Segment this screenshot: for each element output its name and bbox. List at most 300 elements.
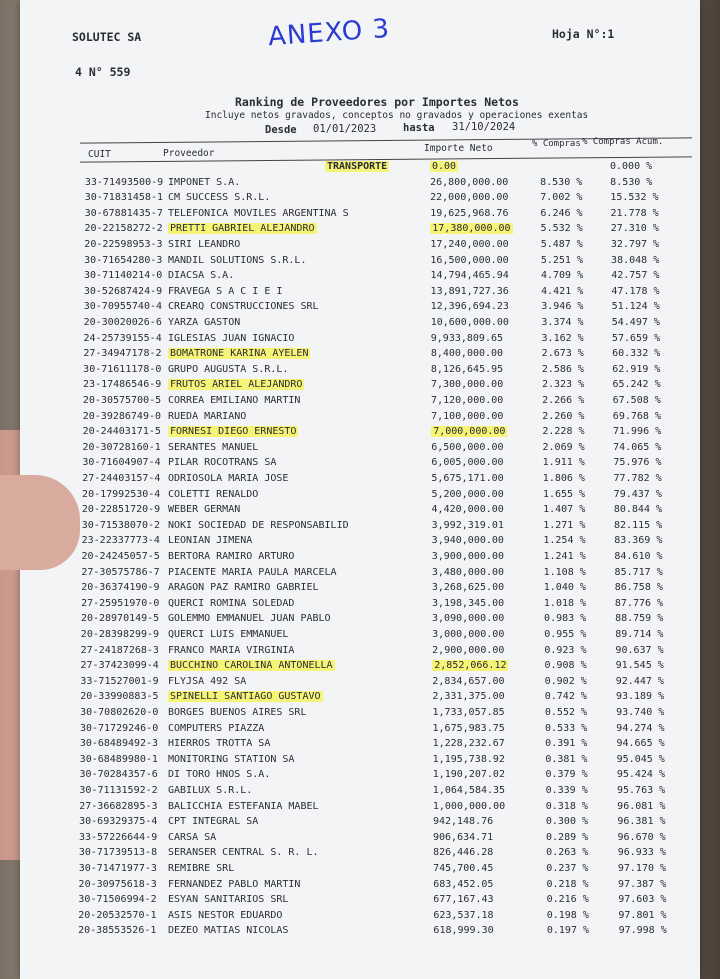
pct-cell: 0.198 % — [546, 909, 589, 921]
amount-cell: 942,148.76 — [432, 816, 494, 828]
provider-cell: QUERCI LUIS EMMANUEL — [168, 629, 289, 640]
cum-cell: 97.603 % — [618, 894, 667, 906]
table-row — [0, 676, 720, 691]
cum-cell: 96.670 % — [617, 831, 666, 843]
table-row — [0, 239, 720, 254]
amount-cell: 4,420,000.00 — [431, 504, 504, 516]
table-row — [0, 270, 720, 285]
cum-cell: 96.081 % — [617, 800, 666, 812]
cum-cell: 67.508 % — [612, 395, 661, 406]
cuit-cell: 33-57226644-9 — [78, 831, 158, 843]
cuit-cell: 33-71493500-9 — [84, 176, 164, 188]
cum-cell: 90.637 % — [615, 644, 664, 656]
provider-cell: DEZEO MATIAS NICOLAS — [168, 925, 289, 937]
company-name: SOLUTEC SA — [72, 30, 142, 44]
cum-cell: 8.530 % — [610, 176, 653, 188]
provider-cell: MANDIL SOLUTIONS S.R.L. — [168, 254, 307, 266]
amount-cell: 826,446.28 — [433, 847, 494, 859]
amount-cell: 13,891,727.36 — [430, 285, 509, 297]
amount-cell: 7,120,000.00 — [431, 395, 504, 406]
amount-cell: 5,200,000.00 — [431, 488, 504, 500]
cum-cell: 93.189 % — [615, 691, 665, 703]
amount-cell: 2,331,375.00 — [432, 691, 505, 703]
cum-cell: 27.310 % — [610, 223, 659, 235]
column-amount: Importe Neto — [424, 143, 493, 154]
provider-cell: REMIBRE SRL — [168, 863, 235, 874]
pct-cell: 1.018 % — [543, 597, 587, 609]
pct-cell: 0.216 % — [546, 894, 589, 906]
cum-cell: 80.844 % — [613, 504, 663, 516]
pct-cell: 2.260 % — [542, 410, 585, 422]
cuit-cell: 20-30020026-6 — [83, 317, 162, 328]
column-pct: % Compras — [532, 139, 581, 149]
cum-cell: 79.437 % — [613, 488, 662, 500]
cum-cell: 69.768 % — [612, 410, 661, 422]
to-date: 31/10/2024 — [452, 121, 516, 133]
provider-cell: GRUPO AUGUSTA S.R.L. — [168, 363, 289, 375]
table-row — [0, 161, 720, 176]
table-row — [0, 645, 720, 660]
cuit-cell: 30-52687424-9 — [83, 285, 163, 297]
amount-cell: 9,933,809.65 — [430, 332, 504, 344]
cuit-cell: 20-33990883-5 — [80, 691, 159, 703]
table-row — [0, 255, 720, 270]
cuit-cell: 20-28970149-5 — [80, 613, 160, 625]
cuit-cell: 30-68489980-1 — [79, 753, 158, 765]
pct-cell: 2.673 % — [541, 348, 584, 360]
table-row — [0, 723, 720, 738]
cuit-cell: 30-71611178-0 — [83, 363, 162, 375]
provider-cell: FLYJSA 492 SA — [168, 675, 247, 687]
amount-cell: 0.00 — [432, 161, 457, 172]
table-row — [0, 411, 720, 426]
pct-cell: 0.902 % — [544, 675, 587, 687]
table-row — [0, 348, 720, 363]
cuit-cell: 30-71654280-3 — [84, 254, 163, 266]
table-row — [0, 910, 720, 925]
amount-cell: 5,675,171.00 — [431, 473, 504, 484]
cuit-cell: 20-39286749-0 — [82, 410, 162, 422]
amount-cell: 3,900,000.00 — [431, 551, 504, 562]
amount-cell: 22,000,000.00 — [430, 192, 509, 204]
pct-cell: 0.908 % — [544, 660, 587, 672]
cum-cell: 60.332 % — [612, 348, 661, 360]
amount-cell: 1,190,207.02 — [432, 769, 505, 781]
cum-cell: 83.369 % — [614, 535, 663, 547]
amount-cell: 1,195,738.92 — [432, 753, 505, 765]
provider-cell: BERTORA RAMIRO ARTURO — [168, 551, 295, 562]
pct-cell: 0.197 % — [546, 925, 590, 937]
amount-cell: 683,452.05 — [433, 878, 494, 890]
table-row — [0, 894, 720, 909]
provider-cell: TRANSPORTE — [327, 161, 388, 172]
cum-cell: 51.124 % — [611, 301, 660, 313]
cum-cell: 0.000 % — [610, 161, 653, 172]
cum-cell: 88.759 % — [615, 613, 664, 625]
provider-cell: GOLEMMO EMMANUEL JUAN PABLO — [168, 613, 331, 625]
pct-cell: 3.946 % — [541, 301, 584, 313]
cum-cell: 97.801 % — [618, 909, 667, 921]
cum-cell: 71.996 % — [612, 426, 662, 438]
pct-cell: 1.806 % — [542, 473, 585, 484]
cuit-cell: 30-70955740-4 — [83, 301, 163, 313]
cuit-cell: 30-70284357-6 — [79, 769, 158, 781]
amount-cell: 3,198,345.00 — [431, 597, 505, 609]
amount-cell: 3,268,625.00 — [431, 582, 505, 594]
cuit-cell: 20-24245057-5 — [81, 551, 160, 562]
amount-cell: 1,064,584.35 — [432, 785, 506, 796]
amount-cell: 12,396,694.23 — [430, 301, 509, 313]
cuit-cell: 20-38553526-1 — [78, 925, 157, 937]
table-row — [0, 364, 720, 379]
table-row — [0, 457, 720, 472]
amount-cell: 8,400,000.00 — [430, 348, 504, 360]
table-row — [0, 629, 720, 644]
table-row — [0, 192, 720, 207]
table-row — [0, 769, 720, 784]
table-row — [0, 301, 720, 316]
pct-cell: 1.108 % — [543, 566, 586, 578]
cuit-cell: 20-22851720-9 — [81, 504, 161, 516]
provider-cell: MONITORING STATION SA — [168, 753, 295, 765]
table-row — [0, 801, 720, 816]
cum-cell: 65.242 % — [612, 379, 661, 391]
cum-cell: 95.045 % — [616, 753, 665, 765]
pct-cell: 2.069 % — [542, 441, 585, 453]
amount-cell: 7,100,000.00 — [431, 410, 504, 422]
provider-cell: TELEFONICA MOVILES ARGENTINA S — [168, 207, 349, 219]
amount-cell: 1,000,000.00 — [432, 800, 506, 812]
cuit-cell: 20-28398299-9 — [80, 629, 160, 640]
pct-cell: 0.983 % — [544, 613, 587, 625]
amount-cell: 17,380,000.00 — [432, 223, 511, 235]
cuit-cell: 30-71604907-4 — [82, 457, 161, 469]
pct-cell: 0.237 % — [546, 863, 589, 874]
provider-cell: PIACENTE MARIA PAULA MARCELA — [168, 566, 337, 578]
pct-cell: 0.218 % — [546, 878, 589, 890]
pct-cell: 1.911 % — [542, 457, 585, 469]
pct-cell: 1.407 % — [543, 504, 586, 516]
pct-cell: 0.379 % — [545, 769, 588, 781]
provider-cell: DIACSA S.A. — [168, 270, 235, 282]
amount-cell: 677,167.43 — [433, 894, 494, 906]
column-cuit: CUIT — [88, 149, 111, 160]
amount-cell: 3,480,000.00 — [431, 566, 505, 578]
amount-cell: 618,999.30 — [433, 925, 494, 937]
report-title: Ranking de Proveedores por Importes Netos — [235, 95, 519, 109]
cum-cell: 93.740 % — [616, 707, 665, 718]
cum-cell: 47.178 % — [611, 285, 660, 297]
pct-cell: 1.655 % — [542, 488, 586, 500]
provider-cell: ESYAN SANITARIOS SRL — [168, 894, 289, 906]
provider-cell: BUCCHINO CAROLINA ANTONELLA — [170, 660, 333, 672]
pct-cell: 1.271 % — [543, 519, 586, 531]
cuit-cell: 24-25739155-4 — [83, 332, 162, 344]
table-row — [0, 816, 720, 831]
table-row — [0, 738, 720, 753]
provider-cell: LEONIAN JIMENA — [168, 535, 253, 547]
table-row — [0, 785, 720, 800]
pct-cell: 1.040 % — [543, 582, 586, 594]
amount-cell: 26,800,000.00 — [430, 176, 509, 188]
provider-cell: SERANSER CENTRAL S. R. L. — [168, 847, 319, 859]
table-row — [0, 520, 720, 535]
amount-cell: 8,126,645.95 — [430, 363, 504, 375]
from-date: 01/01/2023 — [313, 123, 377, 135]
cum-cell: 82.115 % — [614, 519, 663, 531]
cuit-cell: 30-67881435-7 — [84, 207, 163, 219]
cum-cell: 95.763 % — [617, 785, 666, 796]
table-row — [0, 489, 720, 504]
cum-cell: 91.545 % — [615, 660, 664, 672]
cuit-cell: 27-30575786-7 — [81, 566, 160, 578]
cum-cell: 85.717 % — [614, 566, 663, 578]
from-label: Desde — [265, 124, 297, 136]
provider-cell: NOKI SOCIEDAD DE RESPONSABILID — [168, 519, 349, 531]
table-row — [0, 582, 720, 597]
table-row — [0, 863, 720, 878]
cum-cell: 54.497 % — [611, 317, 660, 328]
table-row — [0, 691, 720, 706]
cuit-cell: 20-22158272-2 — [84, 223, 163, 235]
table-row — [0, 847, 720, 862]
cuit-cell: 27-25951970-0 — [81, 597, 160, 609]
cum-cell: 97.170 % — [617, 863, 667, 874]
cuit-cell: 20-30728160-1 — [82, 441, 161, 453]
pct-cell: 0.318 % — [545, 800, 588, 812]
provider-cell: SPINELLI SANTIAGO GUSTAVO — [170, 691, 321, 703]
cuit-cell: 20-36374190-9 — [81, 582, 160, 594]
cum-cell: 95.424 % — [616, 769, 665, 781]
cuit-cell: 30-71506994-2 — [78, 894, 157, 906]
to-label: hasta — [403, 122, 435, 134]
provider-cell: BOMATRONE KARINA AYELEN — [170, 348, 309, 360]
provider-cell: FRANCO MARIA VIRGINIA — [168, 644, 295, 656]
pct-cell: 4.421 % — [541, 285, 584, 297]
amount-cell: 3,000,000.00 — [432, 629, 505, 640]
provider-cell: DI TORO HNOS S.A. — [168, 769, 271, 781]
table-row — [0, 535, 720, 550]
table-row — [0, 832, 720, 847]
amount-cell: 1,675,983.75 — [432, 722, 505, 734]
table-row — [0, 208, 720, 223]
provider-cell: CPT INTEGRAL SA — [168, 816, 259, 828]
cuit-cell: 20-30575700-5 — [82, 395, 162, 406]
provider-cell: SIRI LEANDRO — [168, 239, 241, 250]
cum-cell: 96.381 % — [617, 816, 666, 828]
provider-cell: CORREA EMILIANO MARTIN — [168, 395, 301, 406]
cuit-cell: 23-22337773-4 — [81, 535, 160, 547]
provider-cell: SERANTES MANUEL — [168, 441, 259, 453]
cuit-cell: 20-22598953-3 — [84, 239, 163, 250]
provider-cell: ASIS NESTOR EDUARDO — [168, 909, 283, 921]
table-row — [0, 177, 720, 192]
cum-cell: 84.610 % — [614, 551, 663, 562]
pct-cell: 1.254 % — [543, 535, 586, 547]
provider-cell: PILAR ROCOTRANS SA — [168, 457, 277, 469]
handwritten-annex-note: ANEXO 3 — [267, 13, 391, 53]
pct-cell: 0.533 % — [545, 722, 588, 734]
cuit-cell: 20-20532570-1 — [78, 909, 157, 921]
pct-cell: 0.339 % — [545, 785, 588, 796]
cum-cell: 75.976 % — [613, 457, 662, 469]
cum-cell: 57.659 % — [611, 332, 661, 344]
pct-cell: 0.742 % — [544, 691, 587, 703]
provider-cell: FERNANDEZ PABLO MARTIN — [168, 878, 301, 890]
cuit-cell: 30-71729246-0 — [79, 722, 159, 734]
cuit-cell: 30-70802620-0 — [80, 707, 159, 718]
table-row — [0, 426, 720, 441]
table-row — [0, 317, 720, 332]
provider-cell: CREARQ CONSTRUCCIONES SRL — [168, 301, 319, 313]
table-row — [0, 473, 720, 488]
cum-cell: 21.778 % — [610, 207, 659, 219]
pct-cell: 0.955 % — [544, 629, 587, 640]
cum-cell: 94.274 % — [616, 722, 665, 734]
table-row — [0, 754, 720, 769]
amount-cell: 6,500,000.00 — [431, 441, 504, 453]
amount-cell: 623,537.18 — [433, 909, 494, 921]
cuit-cell: 30-68489492-3 — [79, 738, 159, 750]
amount-cell: 906,634.71 — [433, 831, 494, 843]
cuit-cell: 30-71538070-2 — [81, 519, 161, 531]
document-number: 4 N° 559 — [75, 65, 131, 79]
pct-cell: 7.002 % — [540, 192, 583, 204]
cuit-cell: 30-71140214-0 — [84, 270, 163, 282]
cum-cell: 94.665 % — [616, 738, 665, 750]
provider-cell: FRAVEGA S A C I E I — [168, 285, 283, 297]
amount-cell: 17,240,000.00 — [430, 239, 509, 250]
amount-cell: 2,852,066.12 — [434, 660, 507, 672]
pct-cell: 0.300 % — [545, 816, 589, 828]
provider-cell: ARAGON PAZ RAMIRO GABRIEL — [168, 582, 319, 594]
cum-cell: 32.797 % — [610, 239, 660, 250]
pct-cell: 4.709 % — [540, 270, 584, 282]
table-row — [0, 333, 720, 348]
cuit-cell: 30-69329375-4 — [79, 816, 158, 828]
provider-cell: WEBER GERMAN — [168, 504, 241, 516]
pct-cell: 1.241 % — [543, 551, 586, 562]
amount-cell: 745,700.45 — [433, 863, 494, 874]
table-row — [0, 551, 720, 566]
pct-cell: 3.374 % — [541, 317, 584, 328]
cum-cell: 38.048 % — [611, 254, 660, 266]
amount-cell: 1,733,057.85 — [432, 707, 505, 718]
provider-cell: BALICCHIA ESTEFANIA MABEL — [168, 800, 319, 812]
cum-cell: 96.933 % — [617, 847, 666, 859]
cum-cell: 97.998 % — [618, 925, 667, 937]
table-row — [0, 707, 720, 722]
pct-cell: 5.532 % — [540, 223, 583, 235]
provider-cell: YARZA GASTON — [168, 317, 241, 328]
provider-cell: IMPONET S.A. — [168, 176, 241, 188]
provider-cell: RUEDA MARIANO — [168, 410, 247, 422]
pct-cell: 0.552 % — [544, 707, 588, 718]
provider-cell: COMPUTERS PIAZZA — [168, 722, 265, 734]
provider-cell: COLETTI RENALDO — [168, 488, 259, 500]
provider-cell: FORNESI DIEGO ERNESTO — [170, 426, 297, 438]
provider-cell: ODRIOSOLA MARIA JOSE — [168, 473, 289, 484]
cuit-cell: 27-34947178-2 — [83, 348, 162, 360]
column-cum: % Compras Acum. — [582, 137, 664, 147]
cum-cell: 15.532 % — [610, 192, 659, 204]
table-row — [0, 504, 720, 519]
table-row — [0, 442, 720, 457]
provider-cell: HIERROS TROTTA SA — [168, 738, 271, 750]
pct-cell: 2.586 % — [541, 363, 584, 375]
table-row — [0, 567, 720, 582]
provider-cell: CM SUCCESS S.R.L. — [168, 192, 271, 204]
table-row — [0, 613, 720, 628]
table-row — [0, 879, 720, 894]
cum-cell: 62.919 % — [612, 363, 661, 375]
provider-cell: PRETTI GABRIEL ALEJANDRO — [170, 223, 315, 235]
pct-cell: 0.263 % — [546, 847, 589, 859]
cum-cell: 86.758 % — [614, 582, 663, 594]
cuit-cell: 20-24403171-5 — [82, 426, 161, 438]
amount-cell: 3,090,000.00 — [432, 613, 505, 625]
provider-cell: FRUTOS ARIEL ALEJANDRO — [170, 379, 303, 391]
pct-cell: 0.923 % — [544, 644, 587, 656]
amount-cell: 19,625,968.76 — [430, 207, 509, 219]
column-provider: Proveedor — [163, 148, 215, 159]
cum-cell: 74.065 % — [613, 441, 662, 453]
table-row — [0, 286, 720, 301]
amount-cell: 14,794,465.94 — [430, 270, 509, 282]
amount-cell: 1,228,232.67 — [432, 738, 505, 750]
cum-cell: 77.782 % — [613, 473, 662, 484]
cuit-cell: 27-36682895-3 — [79, 800, 158, 812]
provider-cell: BORGES BUENOS AIRES SRL — [168, 707, 307, 718]
table-row — [0, 223, 720, 238]
cum-cell: 42.757 % — [611, 270, 660, 282]
pct-cell: 2.266 % — [542, 395, 585, 406]
provider-cell: GABILUX S.R.L. — [168, 785, 253, 796]
provider-cell: QUERCI ROMINA SOLEDAD — [168, 597, 295, 609]
table-row — [0, 925, 720, 940]
amount-cell: 2,900,000.00 — [432, 644, 505, 656]
table-row — [0, 598, 720, 613]
pct-cell: 0.381 % — [545, 753, 588, 765]
table-row — [0, 660, 720, 675]
amount-cell: 3,992,319.01 — [431, 519, 504, 531]
pct-cell: 8.530 % — [540, 176, 583, 188]
cuit-cell: 27-24403157-4 — [82, 473, 161, 484]
pct-cell: 2.323 % — [541, 379, 585, 391]
cuit-cell: 30-71471977-3 — [78, 863, 157, 874]
cuit-cell: 27-24187268-3 — [80, 644, 159, 656]
provider-cell: IGLESIAS JUAN IGNACIO — [168, 332, 295, 344]
pct-cell: 6.246 % — [540, 207, 583, 219]
cuit-cell: 30-71739513-8 — [78, 847, 158, 859]
report-subtitle: Incluye netos gravados, conceptos no gravados y operaciones exentas — [205, 110, 589, 121]
cum-cell: 89.714 % — [615, 629, 664, 640]
cum-cell: 97.387 % — [618, 878, 667, 890]
cuit-cell: 33-71527001-9 — [80, 675, 159, 687]
provider-cell: CARSA SA — [168, 831, 217, 843]
cuit-cell: 20-17992530-4 — [82, 488, 161, 500]
cuit-cell: 20-30975618-3 — [78, 878, 157, 890]
pct-cell: 5.487 % — [540, 239, 583, 250]
cum-cell: 87.776 % — [614, 597, 664, 609]
sheet-number: Hoja N°:1 — [552, 27, 615, 41]
amount-cell: 16,500,000.00 — [430, 254, 509, 266]
amount-cell: 3,940,000.00 — [431, 535, 504, 547]
cum-cell: 92.447 % — [615, 675, 664, 687]
cuit-cell: 27-37423099-4 — [80, 660, 159, 672]
cuit-cell: 30-71131592-2 — [79, 785, 158, 796]
amount-cell: 10,600,000.00 — [430, 317, 509, 328]
